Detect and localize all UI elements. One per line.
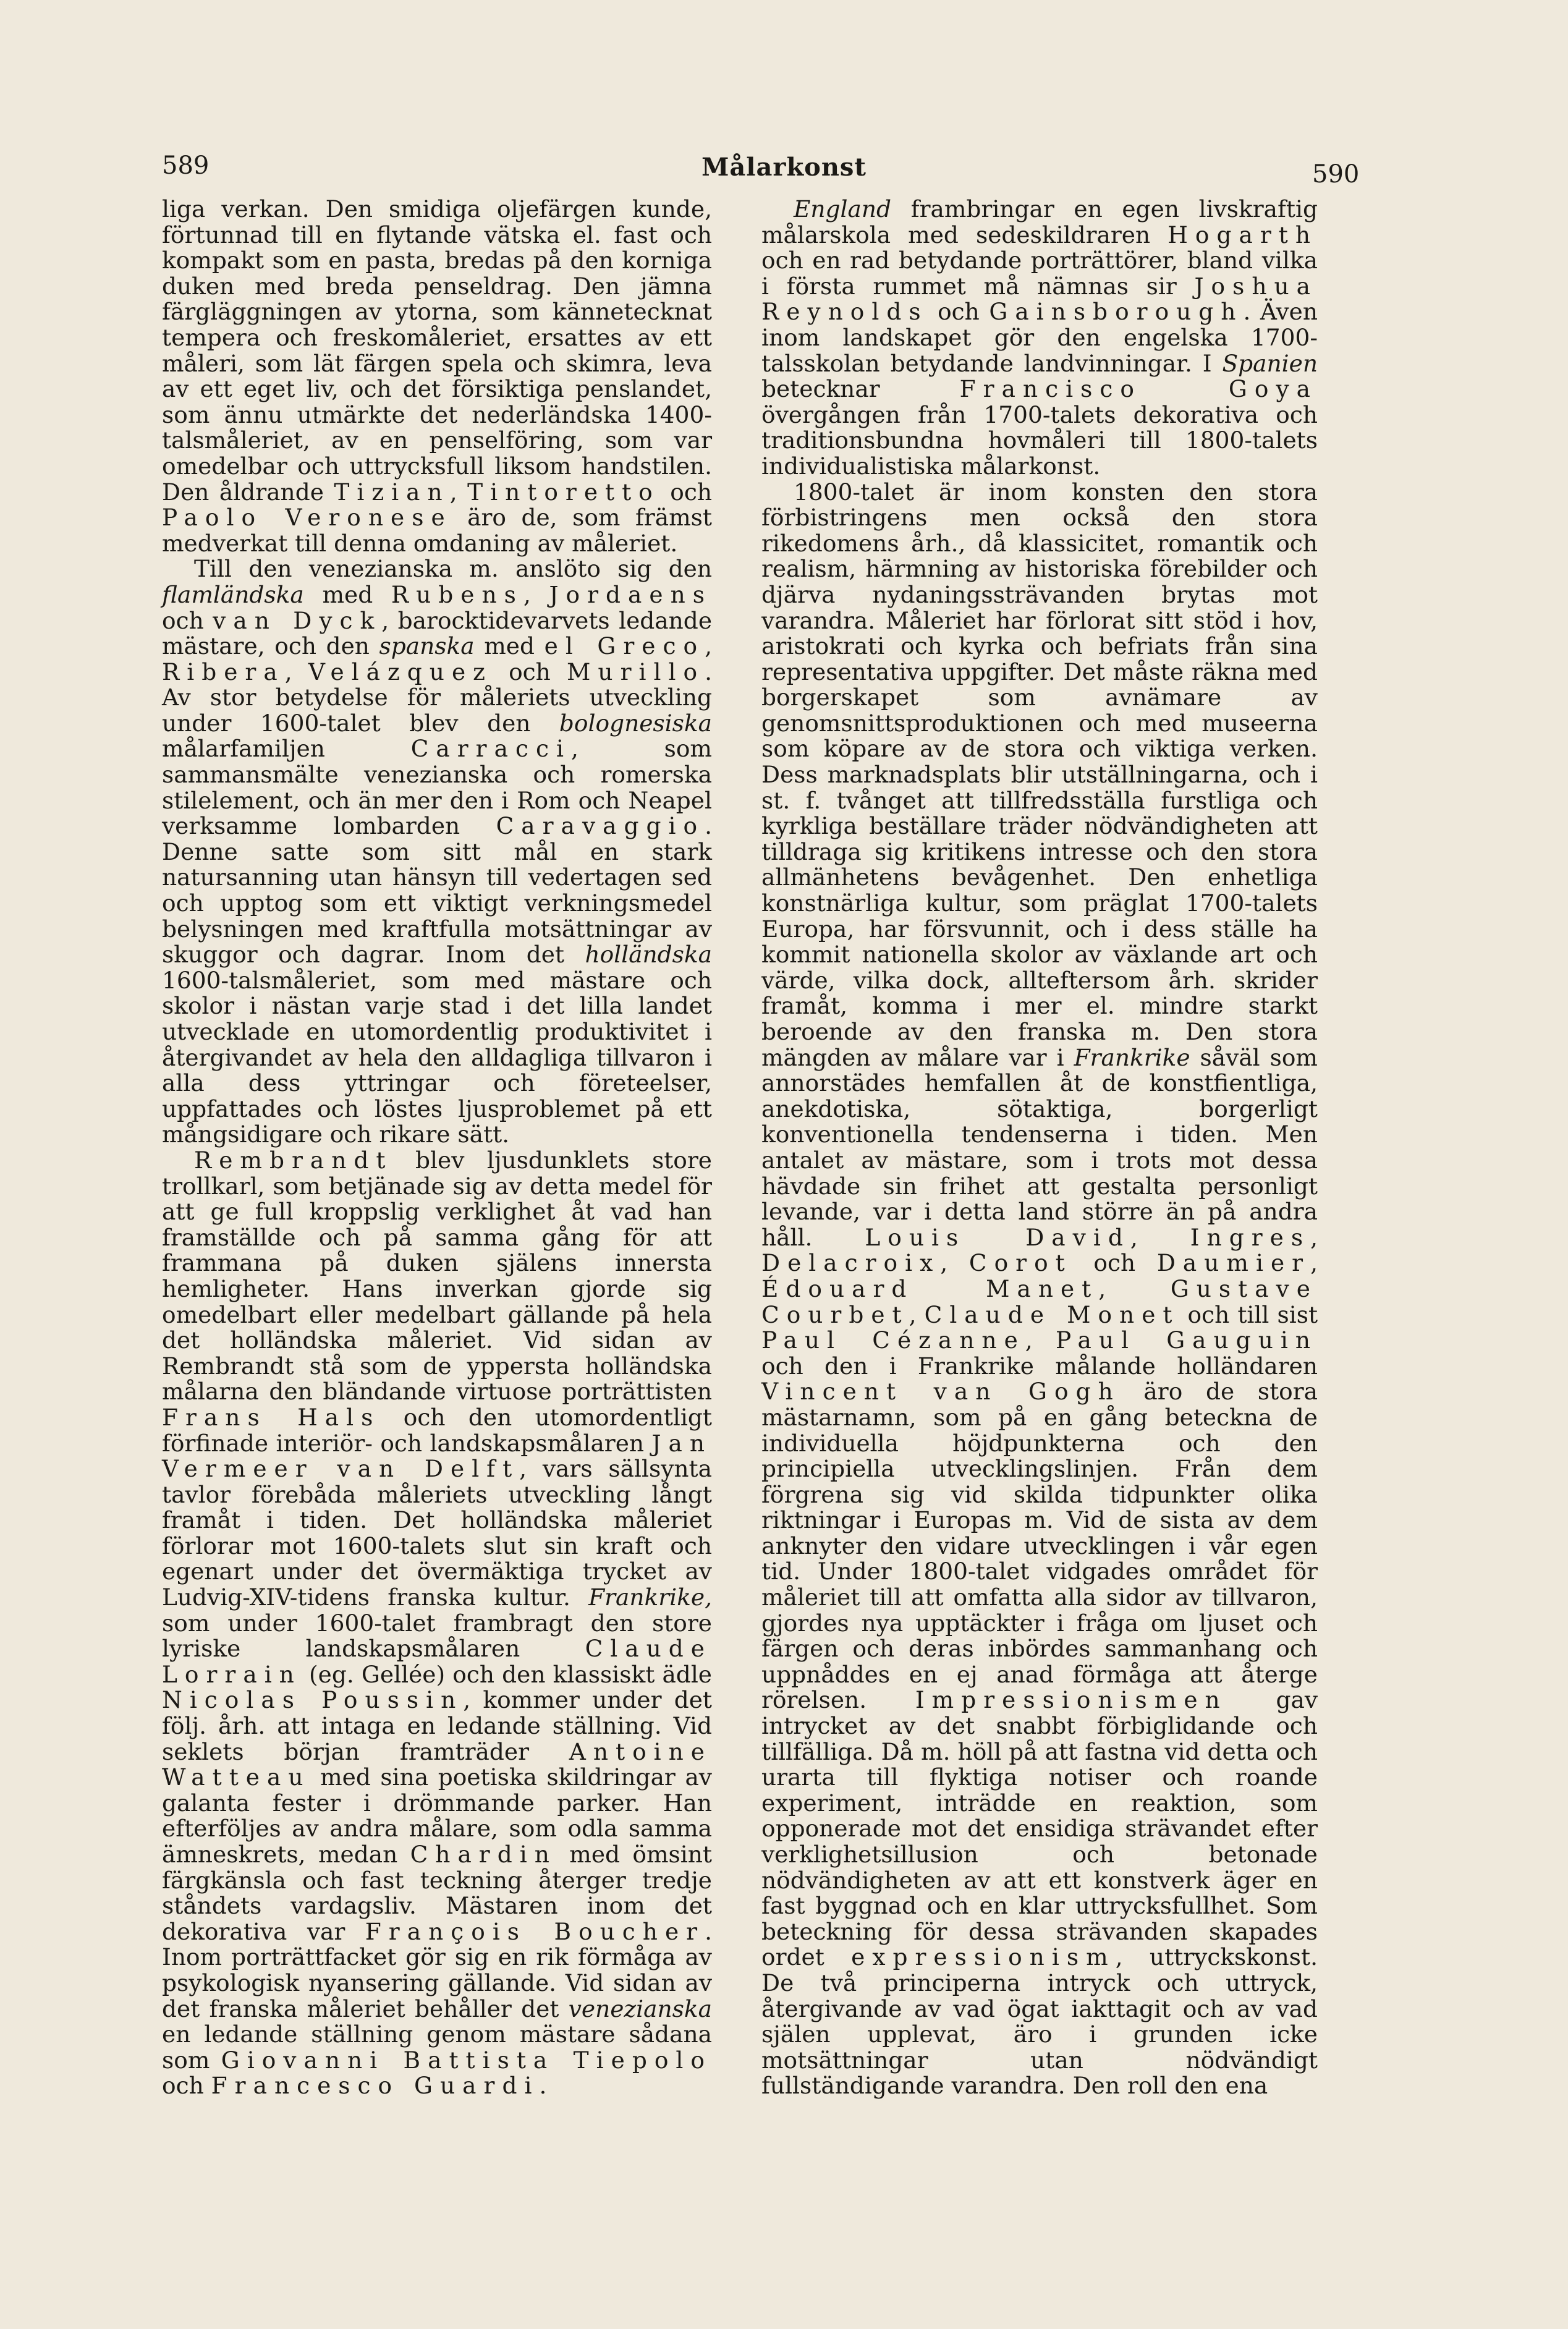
artist-name: Hogarth [1168, 221, 1318, 248]
page-number-right: 590 [1312, 160, 1360, 189]
artist-name: Tintoretto [467, 478, 660, 506]
term: Impressionismen [915, 1686, 1227, 1714]
paragraph: England frambringar en egen livskraftig målarskola med sedeskildraren Hogarth och en rad betydande porträttörer, bland vilka i första rummet må nämnas sir Joshua Reynolds och Gainsborough. Även inom landskapet gör den engelska 1700-talsskolan betydande landvinningar. I Spanien betecknar Francisco Goya övergången från 1700-talets dekorativa och traditionsbundna hovmåleri till 1800-talets individualistiska målarkonst. [761, 195, 1318, 480]
paragraph: Till den venezianska m. anslöto sig den flamländska med Rubens, Jordaens och van Dyck, barocktidevarvets ledande mästare, och den spanska med el Greco, Ribera, Velázquez och Murillo. Av stor betydelse för måleriets utveckling under 1600-talet blev den bolognesiska målarfamiljen Carracci, som sammansmälte venezianska och romerska stilelement, och än mer den i Rom och Neapel verksamme lombarden Caravaggio. Denne satte som sitt mål en stark natursanning utan hänsyn till vedertagen sed och upptog som ett viktigt verkningsmedel belysningen med kraftfulla motsättningar av skuggor och dagrar. Inom det holländska 1600-talsmåleriet, som med mästare och skolor i nästan varje stad i det lilla landet utvecklade en utomordentlig produktivitet i återgivandet av hela den alldagliga tillvaron i alla dess yttringar och företeelser, uppfattades och löstes ljusproblemet på ett mångsidigare och rikare sätt. [162, 555, 713, 1148]
running-title: Målarkonst [701, 153, 867, 182]
artist-name: Tizian [334, 478, 450, 506]
paragraph: liga verkan. Den smidiga oljefärgen kunde, förtunnad till en flytande vätska el. fast och kompakt som en pasta, bredas på den korniga duken med breda penseldrag. Den jämna färgläggningen av ytorna, som kännetecknat tempera och freskomåleriet, ersattes av ett måleri, som lät färgen spela och skimra, leva av ett eget liv, och det försiktiga penslandet, som ännu utmärkte det nederländska 1400-talsmåleriet, av en penselföring, som var omedelbar och uttrycksfull liksom handstilen. Den åldrande Tizian, Tintoretto och Paolo Veronese äro de, som främst medverkat till denna omdaning av måleriet. [162, 195, 713, 557]
artist-name: Caravaggio [496, 812, 705, 840]
artist-name: Francisco Goya [959, 375, 1318, 403]
artist-name: Francesco Guardi [211, 2072, 540, 2100]
artist-name: Claude Lorrain [162, 1635, 712, 1688]
paragraph: 1800-talet är inom konsten den stora förbistringens men också den stora rikedomens årh., då klassicitet, romantik och realism, härmning av historiska förebilder och djärva nydaningssträvanden brytas mot varandra. Måleriet har förlorat sitt stöd i hov, aristokrati och kyrka och befriats från sina representativa uppgifter. Det måste räkna med borgerskapet som avnämare av genomsnittsproduktionen och med museerna som köpare av de stora och viktiga verken. Dess marknadsplats blir utställningarna, och i st. f. tvånget att tillfredsställa furstliga och kyrkliga beställare träder nödvändigheten att tilldraga sig kritikens intresse och den stora allmänhetens bevågenhet. Den enhetliga konstnärliga kultur, som präglat 1700-talets Europa, har försvunnit, och i dess ställe ha kommit nationella skolor av växlande art och värde, vilka dock, allteftersom årh. skrider framåt, komma i mer el. mindre starkt beroende av den franska m. Den stora mängden av målare var i Frankrike såväl som annorstädes hemfallen åt de konstfientliga, anekdotiska, sötaktiga, borgerligt konventionella tendenserna i tiden. Men antalet av mästare, som i trots mot dessa hävdade sin frihet att gestalta personligt levande, var i detta land större än på andra håll. Louis David, Ingres, Delacroix, Corot och Daumier, Édouard Manet, Gustave Courbet, Claude Monet och till sist Paul Cézanne, Paul Gauguin och den i Frankrike målande holländaren Vincent van Gogh äro de stora mästarnamn, som på en gång beteckna de individuella höjdpunkterna och den principiella utvecklingslinjen. Från dem förgrena sig vid skilda tidpunkter olika riktningar i Europas m. Vid de sista av dem anknyter den vidare utvecklingen i vår egen tid. Under 1800-talet vidgades området för måleriet till att omfatta alla sidor av tillvaron, gjordes nya upptäckter i fråga om ljuset och färgen och deras inbördes sammanhang och uppnåddes en ej anad förmåga att återge rörelsen. Impressionismen gav intrycket av det snabbt förbiglidande och tillfälliga. Då m. höll på att fastna vid detta och urarta till flyktiga notiser och roande experiment, inträdde en reaktion, som opponerade mot det ensidiga strävandet efter verklighetsillusion och betonade nödvändigheten av att ett konstverk äger en fast byggnad och en klar uttrycksfullhet. Som beteckning för dessa strävanden skapades ordet expressionism, uttryckskonst. De två principerna intryck och uttryck, återgivande av vad ögat iakttagit och av vad själen upplevat, äro i grunden icke motsättningar utan nödvändigt fullständigande varandra. Den roll den ena [761, 478, 1318, 2100]
artist-name: Jordaens [549, 580, 712, 608]
artist-name: Joshua Reynolds [761, 272, 1318, 326]
right-column [761, 197, 1318, 2099]
artist-name: Rubens [391, 580, 523, 608]
artist-name: Chardin [410, 1841, 557, 1868]
artist-name: Paul Gauguin [1055, 1326, 1318, 1354]
artist-name: van Dyck [213, 606, 382, 634]
artist-name: Louis David [865, 1223, 1130, 1251]
artist-name: François Boucher [365, 1917, 705, 1945]
artist-name: Murillo [567, 658, 705, 685]
artist-name: Vincent van Gogh [761, 1378, 1121, 1406]
artist-name: Antoine Watteau [162, 1737, 712, 1791]
artist-name: Velázquez [308, 658, 493, 685]
term: expressionism [851, 1943, 1116, 1971]
artist-name: Daumier [1156, 1249, 1311, 1277]
artist-name: Nicolas Poussin [162, 1686, 464, 1714]
artist-name: Giovanni Battista Tiepolo [221, 2046, 712, 2074]
artist-name: Carracci [410, 735, 571, 763]
artist-name: Gainsborough [989, 298, 1244, 326]
artist-name: Frans Hals [162, 1403, 381, 1431]
artist-name: Ingres [1190, 1223, 1311, 1251]
artist-name: Jan Vermeer van Delft [162, 1429, 712, 1483]
artist-name: Ribera [162, 658, 285, 685]
page-header [0, 151, 1568, 201]
artist-name: Delacroix [761, 1249, 941, 1277]
artist-name: Rembrandt [194, 1146, 393, 1174]
left-column [162, 197, 712, 2099]
artist-name: Gustave Courbet [761, 1275, 1318, 1328]
artist-name: Édouard Manet [761, 1275, 1099, 1302]
artist-name: Corot [968, 1249, 1072, 1277]
paragraph: Rembrandt blev ljusdunklets store trollkarl, som betjänade sig av detta medel för att ge full kroppslig verklighet åt vad han framställde och på samma gång för att frammana på duken själens innersta hemligheter. Hans inverkan gjorde sig omedelbart eller medelbart gällande på hela det holländska måleriet. Vid sidan av Rembrandt stå som de yppersta holländska målarna den bländande virtuose porträttisten Frans Hals och den utomordentligt förfinade interiör- och landskapsmålaren Jan Vermeer van Delft, vars sällsynta tavlor förebåda måleriets utveckling långt framåt i tiden. Det holländska måleriet förlorar mot 1600-talets slut sin kraft och egenart under det övermäktiga trycket av Ludvig-XIV-tidens franska kultur. Frankrike, som under 1600-talet frambragt den store lyriske landskapsmålaren Claude Lorrain (eg. Gellée) och den klassiskt ädle Nicolas Poussin, kommer under det följ. årh. att intaga en ledande ställning. Vid seklets början framträder Antoine Watteau med sina poetiska skildringar av galanta fester i drömmande parker. Han efterföljes av andra målare, som odla samma ämneskrets, medan Chardin med ömsint färgkänsla och fast teckning återger tredje ståndets vardagsliv. Mästaren inom det dekorativa var François Boucher. Inom porträttfacket gör sig en rik förmåga av psykologisk nyansering gällande. Vid sidan av det franska måleriet behåller det venezianska en ledande ställning genom mästare sådana som Giovanni Battista Tiepolo och Francesco Guardi. [162, 1146, 712, 2100]
artist-name: Paul Cézanne [761, 1326, 1025, 1354]
artist-name: el Greco [544, 632, 705, 660]
artist-name: Paolo Veronese [162, 504, 452, 532]
artist-name: Claude Monet [924, 1300, 1180, 1328]
page-number-left: 589 [162, 151, 210, 180]
